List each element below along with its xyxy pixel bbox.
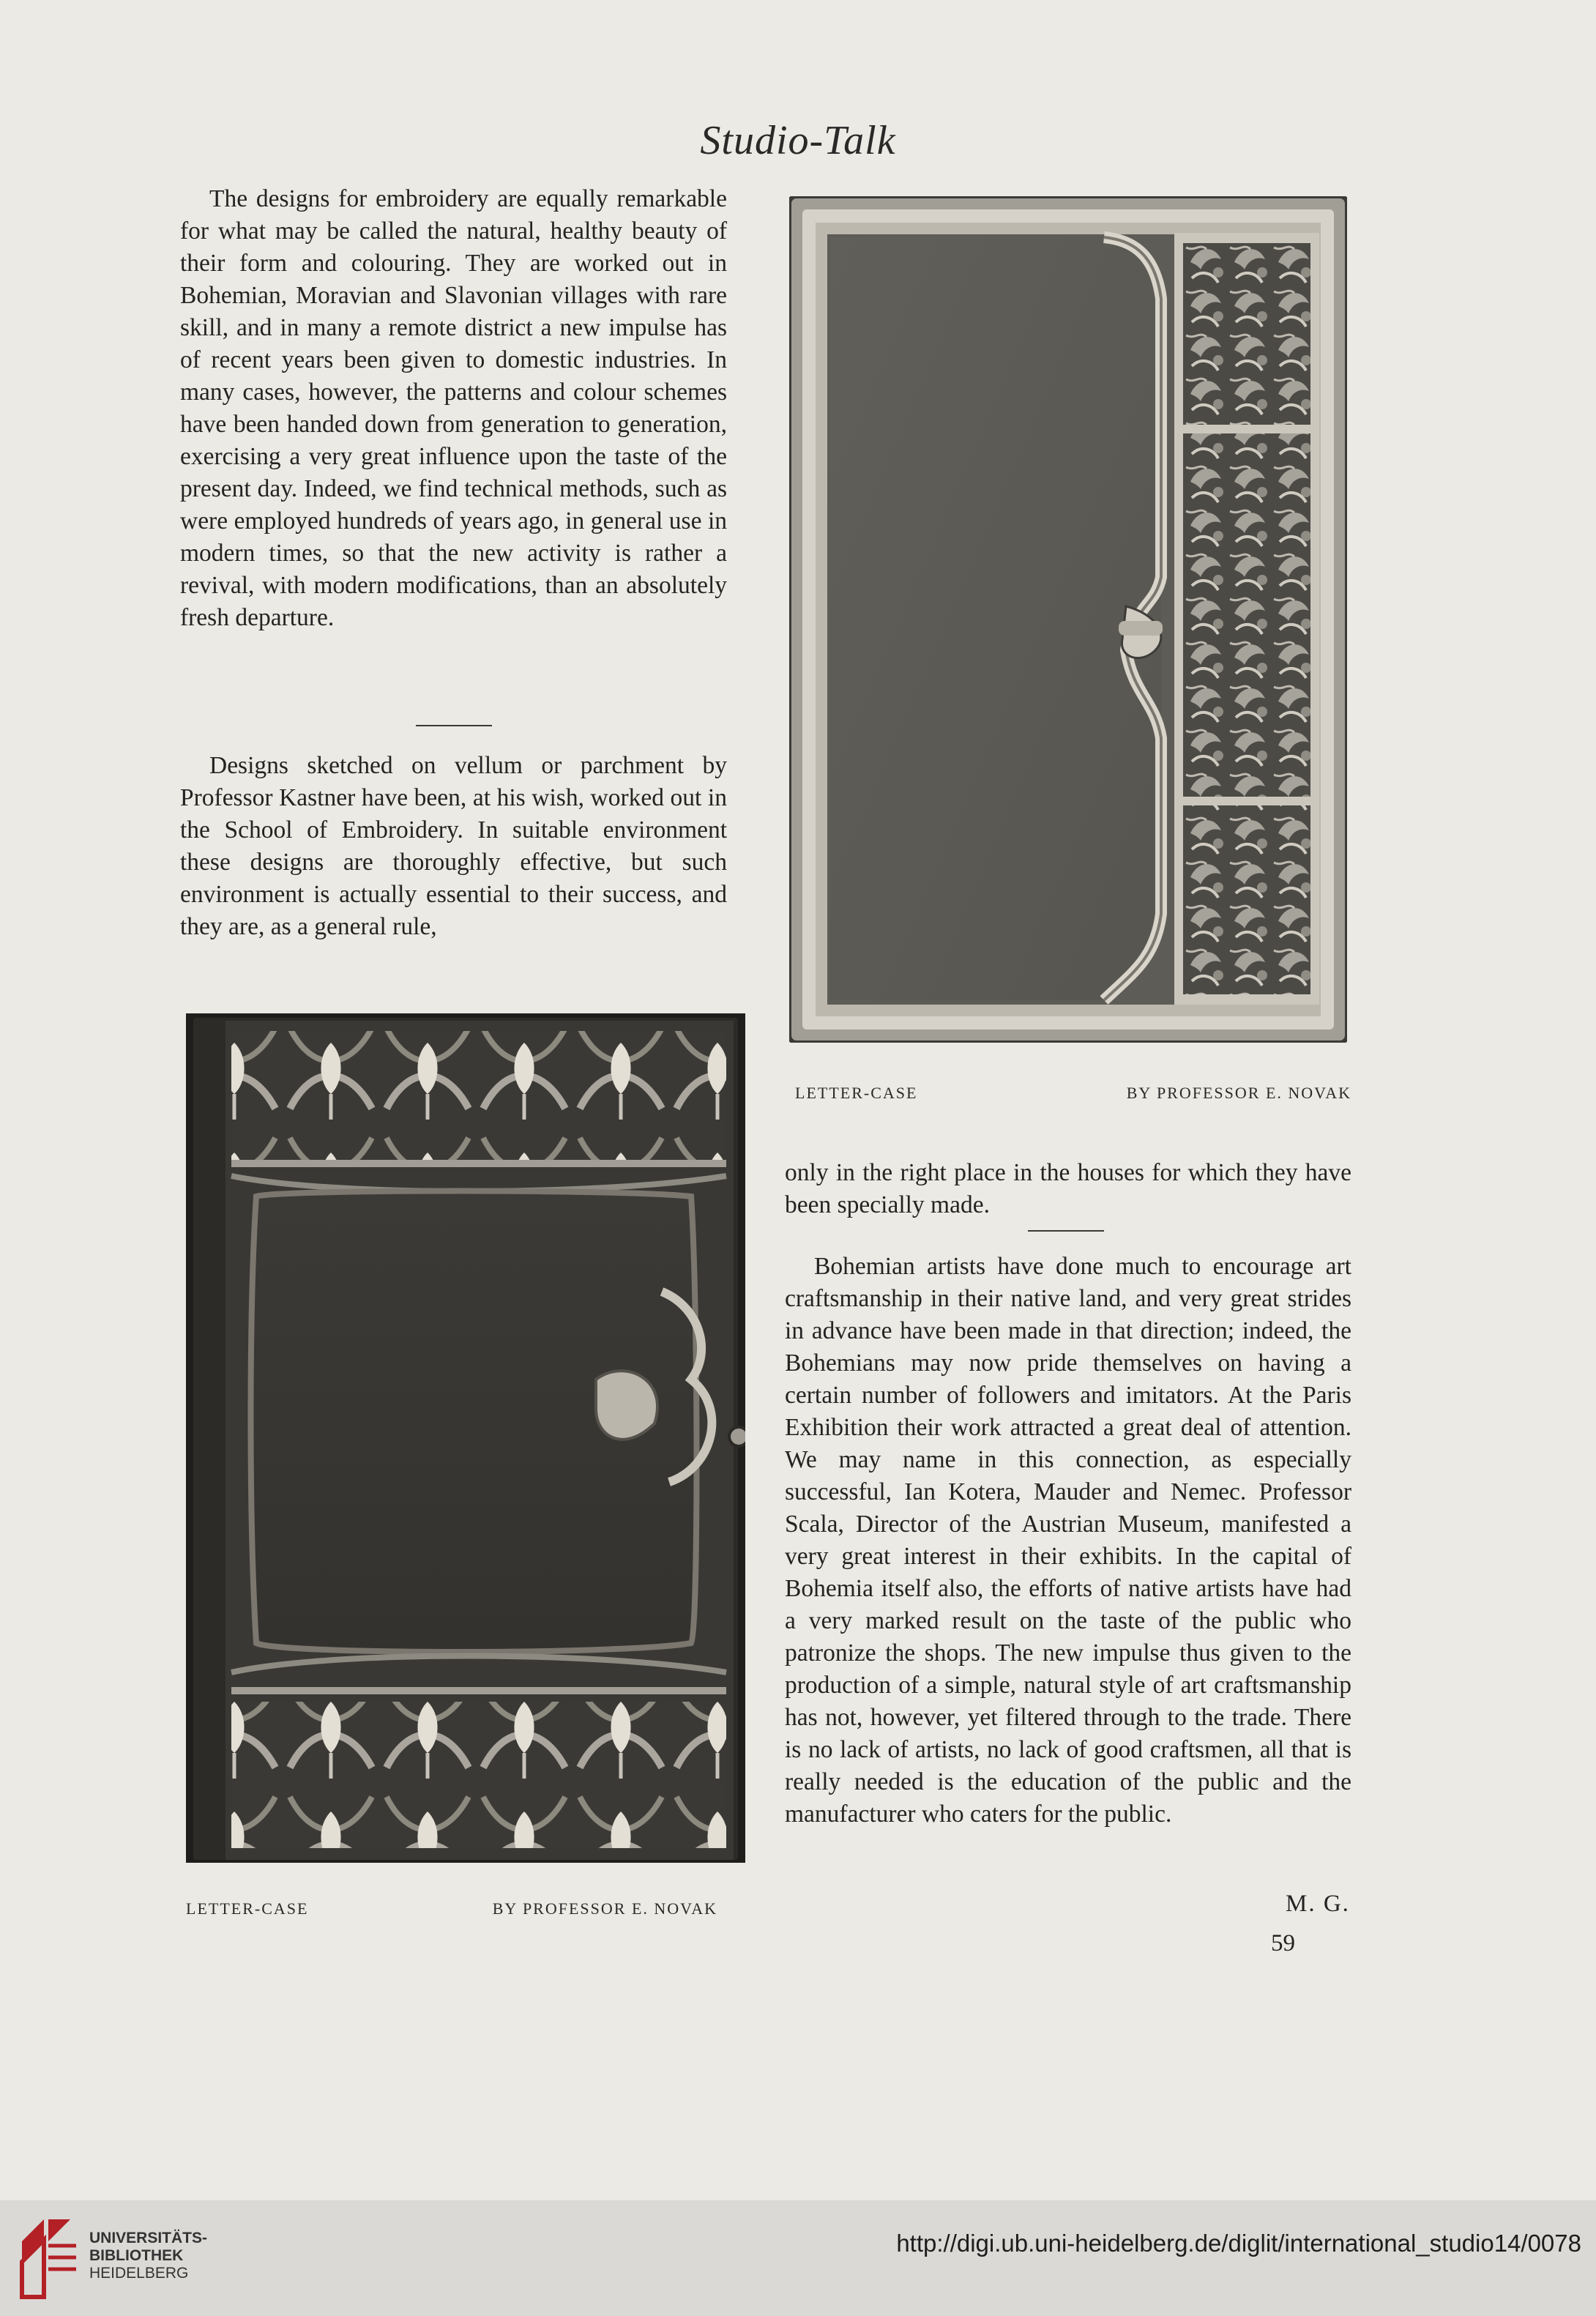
page-number: 59 [1271,1930,1295,1956]
left-column [180,183,727,634]
paragraph: The designs for embroidery are equally remarkable for what may be called the natural, healthy beauty of their form and colouring. They are worked out in Bohemian, Moravian and Slavonian villages with rare skill, and in many a remote district a new impulse has of recent years been given to domestic industries. In many cases, however, the patterns and colour schemes have been handed down from generation to generation, exercising a very great influence upon the taste of the present day. Indeed, we find technical methods, such as were employed hundreds of years ago, in general use in modern times, so that the new activity is rather a revival, with modern modifications, than an absolutely fresh departure. [180,185,727,631]
section-divider [1028,1230,1104,1232]
library-name-line: HEIDELBERG [89,2265,189,2282]
section-divider [416,725,492,726]
caption-maker: BY PROFESSOR E. NOVAK [1126,1084,1351,1102]
paragraph: only in the right place in the houses for which they have been specially made. [785,1159,1351,1218]
caption-object: LETTER-CASE [795,1084,918,1102]
letter-case-photo-vine-panel [789,196,1347,1043]
caption-object: LETTER-CASE [186,1899,309,1918]
library-name [89,2230,207,2282]
caption-maker: BY PROFESSOR E. NOVAK [492,1899,717,1918]
right-column [785,1157,1351,1221]
author-initials: M. G. [1286,1891,1350,1917]
letter-case-photo-tulip-border [186,1013,745,1863]
running-head: Studio-Talk [700,118,896,163]
paragraph: Bohemian artists have done much to encourage art craftsmanship in their native land, and very great strides in advance have been made in that direction; indeed, the Bohemians may now pride themselves on having a certain number of followers and imitators. At the Paris Exhibition their work attracted a great deal of attention. We may name in this connection, as especially successful, Ian Kotera, Mauder and Nemec. Professor Scala, Director of the Austrian Museum, manifested a very great interest in their exhibits. In the capital of Bohemia itself also, the efforts of native artists have had a very marked result on the taste of the public who patronize the shops. The new impulse thus given to the production of a simple, natural style of art craftsmanship has not, however, yet filtered through to the trade. There is no lack of artists, no lack of good craftsmen, all that is really needed is the education of the public and the manufacturer who caters for the public. [785,1253,1351,1828]
left-column-continued [180,750,727,943]
library-logo-icon [16,2215,82,2305]
digitization-footer [0,2200,1596,2316]
library-name-line: UNIVERSITÄTS- [89,2230,208,2246]
library-name-line: BIBLIOTHEK [89,2247,184,2264]
permalink-url[interactable]: http://digi.ub.uni-heidelberg.de/diglit/international_studio14/0078 [896,2230,1581,2257]
right-column-continued [785,1251,1351,1831]
paragraph: Designs sketched on vellum or parchment by Professor Kastner have been, at his wish, worked out in the School of Embroidery. In suitable environment these designs are thoroughly effective, but such environment is actually essential to their success, and they are, as a general rule, [180,752,727,940]
